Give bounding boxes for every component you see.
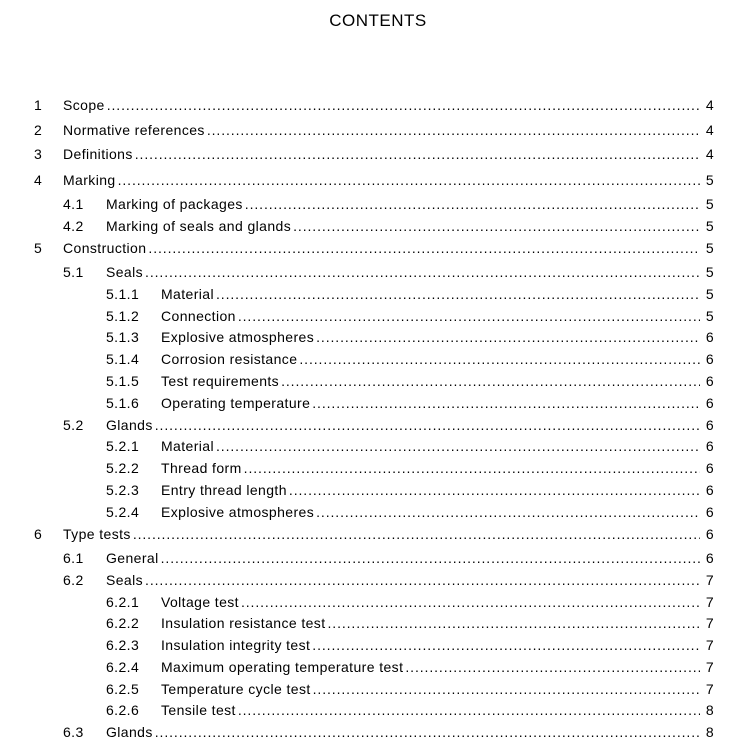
toc-entry[interactable] [0, 349, 756, 369]
toc-number: 6.2 [63, 572, 84, 588]
dot-leader [293, 216, 714, 236]
dot-leader [313, 679, 714, 699]
toc-number: 5.2.1 [106, 438, 140, 454]
toc-entry[interactable] [0, 170, 756, 190]
toc-label: Marking [63, 172, 116, 188]
dot-leader [207, 120, 714, 140]
toc-number: 5.1.3 [106, 329, 140, 345]
dot-leader [316, 327, 714, 347]
toc-label: Explosive atmospheres [161, 504, 315, 520]
toc-label: Marking of seals and glands [106, 218, 292, 234]
toc-page: 6 [700, 548, 714, 568]
dot-leader [289, 480, 714, 500]
toc-label: Maximum operating temperature test [161, 659, 404, 675]
toc-page: 8 [700, 722, 714, 742]
toc-page: 6 [700, 393, 714, 413]
toc-number: 4.2 [63, 218, 84, 234]
dot-leader [145, 262, 714, 282]
toc-label: Corrosion resistance [161, 351, 298, 367]
toc-number: 6.1 [63, 550, 84, 566]
toc-entry[interactable] [0, 194, 756, 214]
toc-entry[interactable] [0, 284, 756, 304]
dot-leader [299, 349, 714, 369]
toc-label: Tensile test [161, 702, 236, 718]
dot-leader [161, 548, 714, 568]
toc-label: Construction [63, 240, 147, 256]
toc-page: 6 [700, 349, 714, 369]
toc-number: 6.2.3 [106, 637, 140, 653]
toc-entry[interactable] [0, 436, 756, 456]
toc-entry[interactable] [0, 570, 756, 590]
toc-page: 6 [700, 524, 714, 544]
toc-page: 7 [700, 592, 714, 612]
dot-leader [405, 657, 714, 677]
toc-page: 6 [700, 327, 714, 347]
toc-number: 4 [34, 172, 43, 188]
dot-leader [155, 722, 714, 742]
toc-entry[interactable] [0, 502, 756, 522]
dot-leader [281, 371, 714, 391]
dot-leader [133, 524, 714, 544]
dot-leader [316, 502, 714, 522]
dot-leader [155, 415, 714, 435]
toc-label: Thread form [161, 460, 242, 476]
dot-leader [244, 458, 714, 478]
toc-label: Seals [106, 572, 144, 588]
toc-entry[interactable] [0, 722, 756, 742]
toc-page: 5 [700, 262, 714, 282]
toc-page: 6 [700, 415, 714, 435]
toc-number: 6.2.6 [106, 702, 140, 718]
toc-entry[interactable] [0, 613, 756, 633]
toc-number: 5.1.2 [106, 308, 140, 324]
toc-page: 4 [700, 120, 714, 140]
toc-page: 5 [700, 170, 714, 190]
toc-entry[interactable] [0, 592, 756, 612]
toc-entry[interactable] [0, 458, 756, 478]
dot-leader [118, 170, 714, 190]
toc-number: 6.2.1 [106, 594, 140, 610]
toc-entry[interactable] [0, 144, 756, 164]
dot-leader [216, 436, 714, 456]
toc-entry[interactable] [0, 524, 756, 544]
toc-label: Entry thread length [161, 482, 287, 498]
toc-number: 2 [34, 122, 43, 138]
toc-entry[interactable] [0, 415, 756, 435]
toc-page: 5 [700, 194, 714, 214]
toc-page: 4 [700, 144, 714, 164]
toc-page: 7 [700, 570, 714, 590]
toc-number: 5.1.6 [106, 395, 140, 411]
toc-number: 5.1.4 [106, 351, 140, 367]
toc-page: 7 [700, 613, 714, 633]
dot-leader [241, 592, 714, 612]
toc-label: Test requirements [161, 373, 280, 389]
dot-leader [238, 700, 714, 720]
toc-page: 6 [700, 371, 714, 391]
toc-page: 6 [700, 458, 714, 478]
toc-page: 5 [700, 238, 714, 258]
toc-label: Insulation resistance test [161, 615, 326, 631]
toc-label: Operating temperature [161, 395, 311, 411]
dot-leader [245, 194, 714, 214]
toc-number: 6.3 [63, 724, 84, 740]
toc-entry[interactable] [0, 480, 756, 500]
toc-entry[interactable] [0, 216, 756, 236]
toc-entry[interactable] [0, 262, 756, 282]
toc-number: 6 [34, 526, 43, 542]
toc-number: 5.1.1 [106, 286, 140, 302]
toc-label: Normative references [63, 122, 205, 138]
toc-page: 6 [700, 502, 714, 522]
toc-entry[interactable] [0, 657, 756, 677]
toc-number: 6.2.2 [106, 615, 140, 631]
page-title: CONTENTS [329, 11, 427, 30]
toc-entry[interactable] [0, 679, 756, 699]
toc-number: 5.1 [63, 264, 84, 280]
toc-number: 5.2 [63, 417, 84, 433]
toc-label: General [106, 550, 159, 566]
toc-entry[interactable] [0, 120, 756, 140]
toc-number: 5.2.2 [106, 460, 140, 476]
toc-entry[interactable] [0, 700, 756, 720]
toc-label: Material [161, 438, 214, 454]
toc-number: 1 [34, 97, 43, 113]
dot-leader [312, 635, 714, 655]
toc-label: Seals [106, 264, 144, 280]
toc-page: 5 [700, 284, 714, 304]
toc-entry[interactable] [0, 371, 756, 391]
dot-leader [107, 95, 714, 115]
dot-leader [135, 144, 714, 164]
toc-label: Connection [161, 308, 236, 324]
toc-label: Explosive atmospheres [161, 329, 315, 345]
dot-leader [327, 613, 714, 633]
toc-page: 6 [700, 436, 714, 456]
toc-label: Scope [63, 97, 105, 113]
toc-number: 3 [34, 146, 43, 162]
toc-page: 7 [700, 657, 714, 677]
toc-label: Temperature cycle test [161, 681, 311, 697]
toc-page: 6 [700, 480, 714, 500]
toc-number: 5.1.5 [106, 373, 140, 389]
dot-leader [216, 284, 714, 304]
toc-entry[interactable] [0, 327, 756, 347]
toc-label: Marking of packages [106, 196, 243, 212]
dot-leader [238, 306, 714, 326]
dot-leader [312, 393, 714, 413]
toc-number: 6.2.5 [106, 681, 140, 697]
toc-entry[interactable] [0, 306, 756, 326]
toc-label: Definitions [63, 146, 133, 162]
toc-label: Glands [106, 417, 153, 433]
toc-page: 7 [700, 679, 714, 699]
dot-leader [145, 570, 714, 590]
toc-label: Glands [106, 724, 153, 740]
toc-entry[interactable] [0, 548, 756, 568]
toc-entry[interactable] [0, 393, 756, 413]
toc-page: 5 [700, 216, 714, 236]
toc-page: 7 [700, 635, 714, 655]
toc-label: Voltage test [161, 594, 239, 610]
toc-number: 5 [34, 240, 43, 256]
toc-entry[interactable] [0, 95, 756, 115]
toc-number: 5.2.3 [106, 482, 140, 498]
dot-leader [148, 238, 714, 258]
toc-label: Type tests [63, 526, 131, 542]
toc-number: 4.1 [63, 196, 84, 212]
toc-page: 5 [700, 306, 714, 326]
toc-page: 4 [700, 95, 714, 115]
toc-page: 8 [700, 700, 714, 720]
toc-entry[interactable] [0, 238, 756, 258]
toc-label: Insulation integrity test [161, 637, 311, 653]
toc-number: 6.2.4 [106, 659, 140, 675]
toc-label: Material [161, 286, 214, 302]
toc-entry[interactable] [0, 635, 756, 655]
toc-number: 5.2.4 [106, 504, 140, 520]
